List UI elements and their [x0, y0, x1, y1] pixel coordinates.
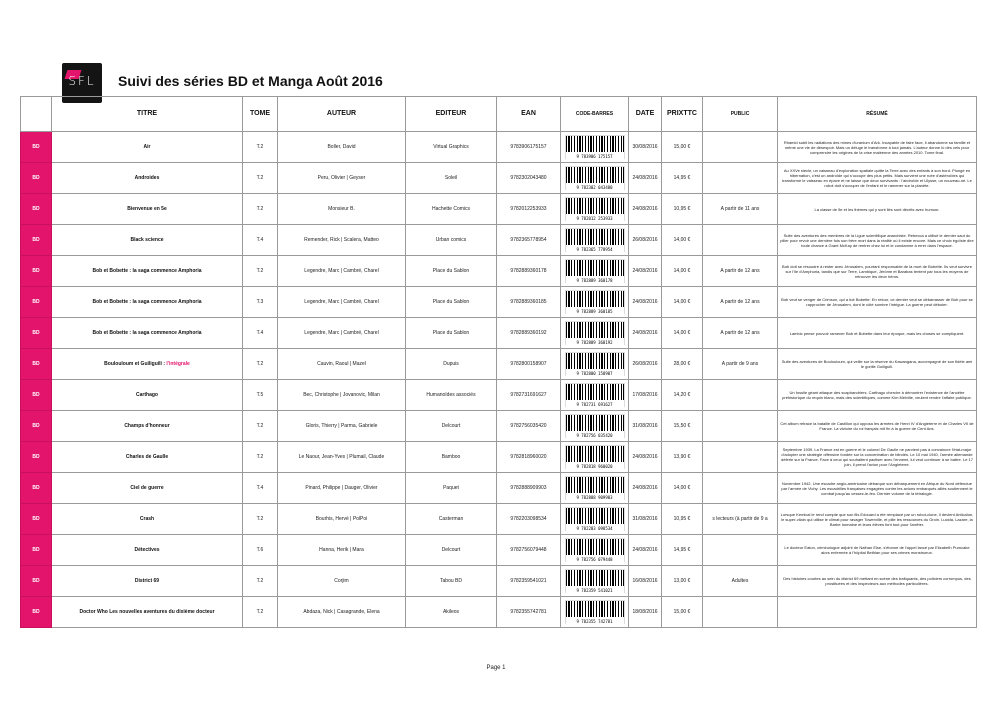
cell-code-barres [561, 256, 629, 287]
cell-ean: 9782889360178 [497, 256, 561, 287]
cell-code-barres [561, 318, 629, 349]
cell-tome: T.2 [243, 256, 278, 287]
barcode-image [565, 290, 625, 314]
table-row [21, 380, 977, 411]
cell-public [703, 163, 778, 194]
cell-public [703, 132, 778, 163]
cell-auteur: Hanna, Herik | Mara [278, 535, 406, 566]
cell-resume: La classe de 5e et les thèmes qui y sont liés sont décrits avec humour. [778, 194, 977, 225]
cell-date: 31/08/2016 [629, 411, 662, 442]
cell-tome: T.2 [243, 349, 278, 380]
cell-resume: Le docteur Eaton, criminologue adjoint de Nathan Else, s'étonne de l'appel lancé par Elizabeth Purncake alors enfermée à l'hôpital Bethlan pour ses crimes monstrueux. [778, 535, 977, 566]
cell-resume: Des histoires courtes au sein du district 69 mettant en scène des trafiquants, des policiers corrompus, des prostituées et des inspecteurs aux méthodes particulières. [778, 566, 977, 597]
table-row [21, 163, 977, 194]
cell-public [703, 473, 778, 504]
cell-titre [52, 287, 243, 318]
cell-date: 17/08/2016 [629, 380, 662, 411]
cell-public [703, 442, 778, 473]
table-row [21, 132, 977, 163]
cell-prix: 14,95 € [662, 535, 703, 566]
barcode-digits: 9 782731 691627 [566, 402, 624, 407]
cell-tome: T.2 [243, 597, 278, 628]
cell-editeur: Akileos [406, 597, 497, 628]
title-text: District 69 [134, 578, 160, 584]
cell-resume: Septembre 1939. La France est en guerre et le colonel De Gaulle ne parvient pas à convaincre l'état-major d'adopter une stratégie offensive fondée sur la concentration de blindés. Le 10 mai 1940, l'armée allemande déferle sur la France. Face à ceux qui souhaitent pactiser avec l'ennemi, lui veut continuer à se battre. Le 17 juin, il prend l'avion pour l'Angleterre. [778, 442, 977, 473]
cell-tome: T.2 [243, 163, 278, 194]
cell-tome: T.6 [243, 535, 278, 566]
cell-editeur: Place du Sablon [406, 256, 497, 287]
table-row [21, 318, 977, 349]
category-badge: BD [21, 411, 52, 442]
cell-ean: 9782800158907 [497, 349, 561, 380]
cell-auteur: Corjim [278, 566, 406, 597]
cell-ean: 9783906175157 [497, 132, 561, 163]
cell-titre [52, 380, 243, 411]
barcode-digits: 9 782756 079448 [566, 557, 624, 562]
cell-resume: Novembre 1942. Une escadre anglo-américaine débarque son débarquement en Afrique du Nord défendue par l'armée de Vichy. Les escadrilles françaises engagées contre les avions embarqués alliés soutiennent le combat jusqu'au cessez-le-feu. Dernier volume de la tétralogie. [778, 473, 977, 504]
cell-date: 24/08/2016 [629, 473, 662, 504]
cell-public: A partir de 11 ans [703, 194, 778, 225]
barcode-image [565, 445, 625, 469]
cell-resume: Bob doit se résoudre à rester avec Jérusalem, pourtant responsable de la mort de Bobette. Ils veut survivre sur l'île d'Amphoria, tandis que sur Terre, Lambique, Jérôme et Barabas tentent par tous les moyens de retrouver les deux héros. [778, 256, 977, 287]
cell-prix: 14,00 € [662, 318, 703, 349]
header-editeur: EDITEUR [406, 97, 497, 132]
cell-titre [52, 318, 243, 349]
category-badge: BD [21, 597, 52, 628]
cell-date: 26/08/2016 [629, 349, 662, 380]
cell-public [703, 411, 778, 442]
cell-tome: T.2 [243, 194, 278, 225]
cell-tome: T.2 [243, 132, 278, 163]
table-row [21, 349, 977, 380]
barcode-image [565, 228, 625, 252]
cell-resume: Suite des aventures de Boulouloum, qui veille sur la réserve du Kawangana, accompagné de son fidèle ami le gorille Guiliguili. [778, 349, 977, 380]
cell-code-barres [561, 225, 629, 256]
cell-resume: Bob veut se venger de Crimson, qui a tué Bobette. En retour, ce dernier veut se débarrasser de Bob pour se rapprocher de Jérusalem, dont le côté sombre l'intrigue. La guerre peut débuter. [778, 287, 977, 318]
cell-editeur: Humanoïdes associés [406, 380, 497, 411]
title-text: Détectives [134, 547, 160, 553]
barcode-digits: 9 782365 778954 [566, 247, 624, 252]
cell-prix: 13,90 € [662, 442, 703, 473]
barcode-digits: 9 782800 158907 [566, 371, 624, 376]
cell-date: 24/08/2016 [629, 163, 662, 194]
cell-code-barres [561, 287, 629, 318]
cell-editeur: Tabou BD [406, 566, 497, 597]
barcode-image [565, 414, 625, 438]
cell-ean: 9782731691627 [497, 380, 561, 411]
category-badge: BD [21, 380, 52, 411]
barcode-digits: 9 783906 175157 [566, 154, 624, 159]
barcode-digits: 9 782889 360178 [566, 278, 624, 283]
cell-code-barres [561, 194, 629, 225]
cell-tome: T.4 [243, 473, 278, 504]
cell-code-barres [561, 349, 629, 380]
table-row [21, 473, 977, 504]
title-text: Bienvenue en 5e [127, 206, 167, 212]
cell-editeur: Delcourt [406, 535, 497, 566]
cell-auteur: Cauvin, Raoul | Mazel [278, 349, 406, 380]
header-prix: PRIXTTC [662, 97, 703, 132]
cell-date: 24/08/2016 [629, 318, 662, 349]
cell-editeur: Urban comics [406, 225, 497, 256]
cell-auteur: Bec, Christophe | Jovanovic, Milan [278, 380, 406, 411]
category-badge: BD [21, 194, 52, 225]
cell-tome: T.4 [243, 318, 278, 349]
category-badge: BD [21, 349, 52, 380]
cell-date: 16/08/2016 [629, 566, 662, 597]
title-text: Crash [139, 516, 155, 522]
cell-tome: T.2 [243, 411, 278, 442]
cell-ean: 9782355742781 [497, 597, 561, 628]
cell-date: 24/08/2016 [629, 442, 662, 473]
barcode-digits: 9 782355 742781 [566, 619, 624, 624]
category-badge: BD [21, 442, 52, 473]
cell-tome: T.2 [243, 442, 278, 473]
table-row [21, 287, 977, 318]
cell-prix: 15,00 € [662, 597, 703, 628]
cell-ean: 9782365778954 [497, 225, 561, 256]
category-badge: BD [21, 163, 52, 194]
title-text: Ciel de guerre [130, 485, 164, 491]
header-code-barres: CODE-BARRES [561, 97, 629, 132]
cell-titre [52, 132, 243, 163]
cell-public [703, 380, 778, 411]
header-auteur: AUTEUR [278, 97, 406, 132]
title-text: Boulouloum et Guiliguili : [104, 361, 167, 367]
cell-resume: Rhamid subit les radiations des mines d'uranium d'Ark. Incapable de faire face, il abandonne sa famille et même une vie de désespoir. Mais un déluge le transforme à tout jamais. L'auteur donne lù des cels pour comprendre les origines de la crise maléenne des années 2010. Tome final. [778, 132, 977, 163]
barcode-image [565, 569, 625, 593]
cell-prix: 15,50 € [662, 411, 703, 442]
cell-auteur: Gloris, Thierry | Parma, Gabriele [278, 411, 406, 442]
cell-ean: 9782889360185 [497, 287, 561, 318]
barcode-image [565, 259, 625, 283]
cell-prix: 14,00 € [662, 287, 703, 318]
barcode-digits: 9 782012 253933 [566, 216, 624, 221]
barcode-image [565, 538, 625, 562]
cell-date: 18/08/2016 [629, 597, 662, 628]
cell-public: A partir de 12 ans [703, 256, 778, 287]
cell-code-barres [561, 411, 629, 442]
cell-resume: Cet album retrace la bataille de Castillon qui opposa les armées de Henri IV d'Angleterre et de Charles VII de France. La victoire du roi français mit fin à la guerre de Cent Ans. [778, 411, 977, 442]
cell-prix: 14,00 € [662, 225, 703, 256]
title-text: Bob et Bobette : la saga commence Amphoria [92, 299, 202, 305]
title-text: Androides [134, 175, 160, 181]
cell-prix: 15,00 € [662, 132, 703, 163]
category-badge: BD [21, 504, 52, 535]
cell-code-barres [561, 535, 629, 566]
cell-public: A partir de 12 ans [703, 318, 778, 349]
table-row [21, 597, 977, 628]
barcode-digits: 9 782756 035420 [566, 433, 624, 438]
barcode-digits: 9 782302 043480 [566, 185, 624, 190]
cell-editeur: Dupuis [406, 349, 497, 380]
cell-date: 30/08/2016 [629, 132, 662, 163]
cell-editeur: Casterman [406, 504, 497, 535]
cell-editeur: Soleil [406, 163, 497, 194]
cell-code-barres [561, 473, 629, 504]
category-badge: BD [21, 256, 52, 287]
table-row [21, 256, 977, 287]
category-badge: BD [21, 566, 52, 597]
cell-date: 24/08/2016 [629, 535, 662, 566]
category-badge: BD [21, 132, 52, 163]
barcode-image [565, 321, 625, 345]
header-tome: TOME [243, 97, 278, 132]
barcode-image [565, 476, 625, 500]
cell-auteur: Legendre, Marc | Cambré, Charel [278, 318, 406, 349]
cell-auteur: Monsieur B. [278, 194, 406, 225]
cell-auteur: Le Naour, Jean-Yves | Plumail, Claude [278, 442, 406, 473]
cell-titre [52, 597, 243, 628]
table-row [21, 504, 977, 535]
cell-ean: 9782012253933 [497, 194, 561, 225]
cell-code-barres [561, 597, 629, 628]
barcode-image [565, 383, 625, 407]
page-title: Suivi des séries BD et Manga Août 2016 [118, 73, 383, 89]
cell-ean: 9782359541021 [497, 566, 561, 597]
cell-prix: 10,95 € [662, 504, 703, 535]
barcode-digits: 9 782359 541021 [566, 588, 624, 593]
cell-editeur: Place du Sablon [406, 318, 497, 349]
barcode-digits: 9 782818 960020 [566, 464, 624, 469]
cell-public: s lecteurs (à partir de 9 a [703, 504, 778, 535]
title-text: Air [143, 144, 151, 150]
category-badge: BD [21, 535, 52, 566]
cell-titre [52, 349, 243, 380]
cell-titre [52, 194, 243, 225]
cell-prix: 14,95 € [662, 163, 703, 194]
cell-date: 24/08/2016 [629, 287, 662, 318]
cell-titre [52, 256, 243, 287]
barcode-digits: 9 782889 360192 [566, 340, 624, 345]
table-row [21, 411, 977, 442]
header-ean: EAN [497, 97, 561, 132]
series-table [20, 96, 977, 628]
barcode-image [565, 197, 625, 221]
cell-tome: T.5 [243, 380, 278, 411]
cell-code-barres [561, 504, 629, 535]
category-badge: BD [21, 287, 52, 318]
title-text: Black science [130, 237, 164, 243]
header-public: PUBLIC [703, 97, 778, 132]
barcode-digits: 9 782888 909903 [566, 495, 624, 500]
title-text: Bob et Bobette : la saga commence Amphoria [92, 268, 202, 274]
cell-editeur: Virtual Graphics [406, 132, 497, 163]
cell-prix: 14,20 € [662, 380, 703, 411]
cell-auteur: Abdaza, Nick | Casagrande, Elena [278, 597, 406, 628]
title-text: Carthago [136, 392, 158, 398]
cell-code-barres [561, 442, 629, 473]
category-badge: BD [21, 318, 52, 349]
table-row [21, 566, 977, 597]
cell-auteur: Legendre, Marc | Cambré, Charel [278, 256, 406, 287]
title-text: Bob et Bobette : la saga commence Amphoria [92, 330, 202, 336]
cell-resume: Lambic pense pouvoir ramener Bob et Bobette dans leur époque, mais les choses se compliquent. [778, 318, 977, 349]
cell-titre [52, 504, 243, 535]
barcode-digits: 9 782889 360185 [566, 309, 624, 314]
cell-public [703, 597, 778, 628]
cell-auteur: Boller, David [278, 132, 406, 163]
cell-titre [52, 225, 243, 256]
cell-code-barres [561, 566, 629, 597]
cell-date: 24/08/2016 [629, 194, 662, 225]
cell-auteur: Remender, Rick | Scalera, Matteo [278, 225, 406, 256]
cell-date: 26/08/2016 [629, 225, 662, 256]
table-row [21, 225, 977, 256]
cell-tome: T.2 [243, 504, 278, 535]
cell-ean: 9782888909903 [497, 473, 561, 504]
cell-titre [52, 473, 243, 504]
barcode-digits: 9 782203 098534 [566, 526, 624, 531]
category-badge: BD [21, 473, 52, 504]
header-category [21, 97, 52, 132]
cell-public: A partir de 12 ans [703, 287, 778, 318]
cell-prix: 13,00 € [662, 566, 703, 597]
title-text: Champs d'honneur [124, 423, 170, 429]
header-date: DATE [629, 97, 662, 132]
cell-code-barres [561, 132, 629, 163]
cell-titre [52, 163, 243, 194]
cell-prix: 28,00 € [662, 349, 703, 380]
cell-titre [52, 535, 243, 566]
cell-editeur: Place du Sablon [406, 287, 497, 318]
barcode-image [565, 166, 625, 190]
cell-auteur: Peru, Olivier | Geyser [278, 163, 406, 194]
cell-tome: T.3 [243, 287, 278, 318]
cell-titre [52, 442, 243, 473]
cell-editeur: Delcourt [406, 411, 497, 442]
category-badge: BD [21, 225, 52, 256]
cell-public: A partir de 9 ans [703, 349, 778, 380]
barcode-image [565, 352, 625, 376]
barcode-image [565, 600, 625, 624]
cell-resume: Au XXVe siècle, un vaisseau d'exploration spatiale quitte la Terre avec des enfants à son bord. Plongé en hibernation, c'est un androïde qui s'occupe des plus petits. Mais survient une ruée d'astéroïdes qui transforme le vaisseau en épave et ne laisse que deux survivants : l'androïde et Ulysse, un nouveau-né. Le robot doit s'occuper de l'enfant et le ramener sur la planète. [778, 163, 977, 194]
cell-ean: 9782203098534 [497, 504, 561, 535]
cell-titre [52, 411, 243, 442]
barcode-image [565, 507, 625, 531]
cell-code-barres [561, 163, 629, 194]
cell-prix: 10,95 € [662, 194, 703, 225]
cell-auteur: Pinard, Philippe | Dauger, Olivier [278, 473, 406, 504]
table-row [21, 194, 977, 225]
title-text: Doctor Who Les nouvelles aventures du dixième docteur [79, 609, 215, 615]
table-row [21, 535, 977, 566]
cell-ean: 9782756079448 [497, 535, 561, 566]
cell-ean: 9782756035420 [497, 411, 561, 442]
title-text: Charles de Gaulle [125, 454, 169, 460]
cell-auteur: Bourhis, Hervé | PolPoi [278, 504, 406, 535]
cell-tome: T.2 [243, 566, 278, 597]
barcode-image [565, 135, 625, 159]
cell-resume: Lorsque Kemical le rend compte que son fils Edouard a été remplacé par un robot-clone, il devient Anticaïon, le super-vilain qui utilise le climat pour ravager Towerville, et pille les ressources du Groin. Lucida, Lazare, la Barbe humaine et leurs élèves font tout pour l'arrêter. [778, 504, 977, 535]
cell-ean: 9782889360192 [497, 318, 561, 349]
cell-public [703, 535, 778, 566]
cell-prix: 14,00 € [662, 473, 703, 504]
cell-editeur: Bamboo [406, 442, 497, 473]
cell-public: Adultes [703, 566, 778, 597]
cell-resume: Suite des aventures des membres de la Ligue scientifique anarchiste. Rebecca a utilisé le dernier saut du pilier pour revoir une dernière fois son frère mort dans la réalité où il existe encore. Mais ce choix égoïste dire toute chance à Grant McKay de rentrer chez lui et le condamne à errer dans l'espace. [778, 225, 977, 256]
cell-prix: 14,00 € [662, 256, 703, 287]
cell-resume [778, 597, 977, 628]
cell-ean: 9782302043480 [497, 163, 561, 194]
cell-auteur: Legendre, Marc | Cambré, Charel [278, 287, 406, 318]
cell-code-barres [561, 380, 629, 411]
page-number: Page 1 [486, 665, 506, 671]
cell-titre [52, 566, 243, 597]
cell-editeur: Paquet [406, 473, 497, 504]
table-header-row [21, 97, 977, 132]
table-row [21, 442, 977, 473]
header-resume: RÉSUMÉ [778, 97, 977, 132]
logo-text: SFL [68, 74, 96, 88]
header-titre: TITRE [52, 97, 243, 132]
cell-public [703, 225, 778, 256]
cell-date: 24/08/2016 [629, 256, 662, 287]
cell-date: 31/08/2016 [629, 504, 662, 535]
cell-tome: T.4 [243, 225, 278, 256]
title-highlight: l'intégrale [166, 361, 190, 367]
cell-editeur: Hachette Comics [406, 194, 497, 225]
cell-ean: 9782818960020 [497, 442, 561, 473]
cell-resume: Un fossile géant attaque des scaphandriers. Carthago cherche à démontrer l'existence de l'ancêtre préhistorique du requin blanc, mais des scientifiques, comme Kim Melville, veulent rendre l'affaire publique. [778, 380, 977, 411]
